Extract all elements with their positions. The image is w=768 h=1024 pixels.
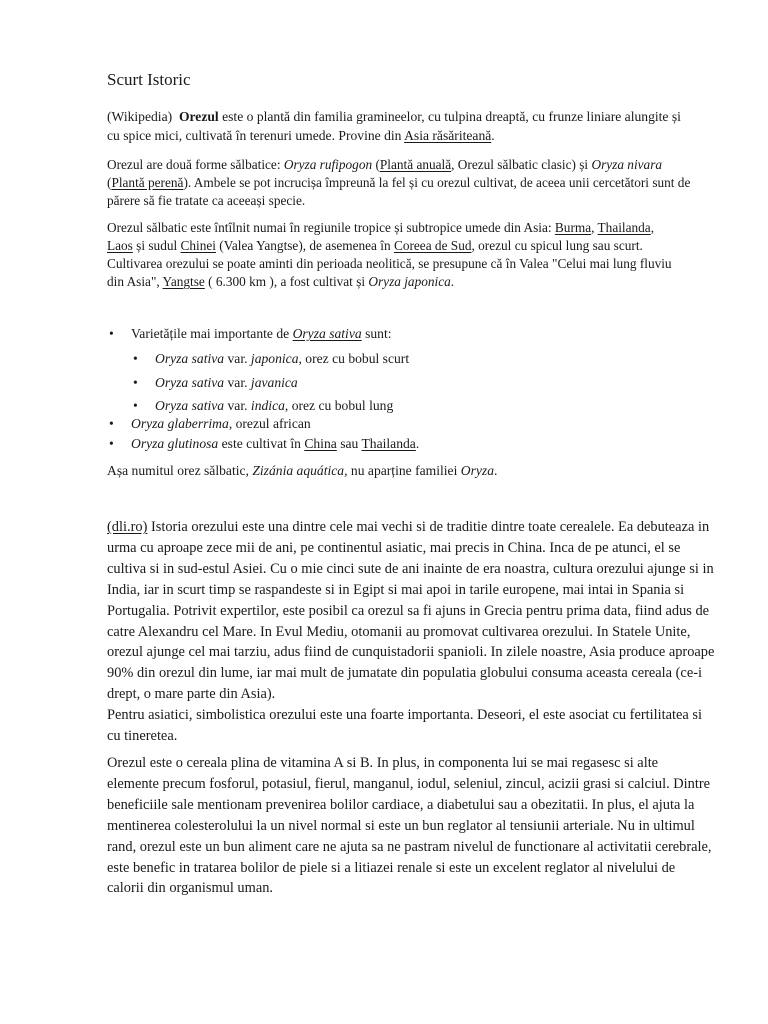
link-asia-rasariteana[interactable]: Asia răsăriteană	[404, 127, 492, 143]
list-item: • Oryza sativa var. japonica, orez cu bobul scurt	[155, 347, 691, 371]
bullet-icon: •	[133, 375, 138, 390]
page-title: Scurt Istoric	[107, 70, 191, 89]
list-item: • Oryza sativa var. javanica	[155, 371, 691, 395]
sub-list	[131, 347, 691, 417]
paragraph-wild-forms: Orezul are două forme sălbatice: Oryza rufipogon (Plantă anuală, Orezul sălbatic clasic) și Oryza nivara (Plantă perenă). Ambele se pot incrucișa împreună la fel și cu orezul cultivat, de aceea unii cercetători sunt de părere să fie tratate ca aceeași specie.	[107, 157, 691, 208]
bullet-icon: •	[109, 436, 114, 451]
paragraph-zizania: Așa numitul orez sălbatic, Zizánia aquática, nu aparține familiei Oryza.	[107, 463, 498, 478]
list-item: • Oryza glutinosa este cultivat în China sau Thailanda.	[131, 435, 691, 454]
bullet-icon: •	[133, 398, 138, 414]
paragraph-nutrition: Orezul este o cereala plina de vitamina A si B. In plus, in componenta lui se mai regasesc si alte elemente precum fosforul, potasiul, fierul, manganul, iodul, seleniul, zincul, acizii grasi si calciul. Dintre beneficiile sale mentionam prevenirea bolilor cardiace, a diabetului sau a obezitatii. In plus, el ajuta la mentinerea colesterolului la un nivel normal si este un bun reglator al tensiunii arteriale. Nu in ultimul rand, orezul este un bun aliment care ne ajuta sa ne pastram nivelul de functionare al activitatii cerebrale, este benefic in tratarea bolilor de piele si a litiazei renale si este un excelent reglator al nivelului de calorii din organismul uman.	[107, 755, 712, 897]
link-yangtse[interactable]: Yangtse	[162, 274, 205, 289]
link-burma[interactable]: Burma	[554, 220, 592, 235]
link-oryza-sativa[interactable]: Oryza sativa	[292, 326, 362, 341]
link-planta-anuala[interactable]: Plantă anuală	[379, 157, 452, 172]
paragraph-wild-rice: Orezul sălbatic este întîlnit numai în regiunile tropice și subtropice umede din Asia: Burma, Thailanda, Laos și sudul Chinei (Valea Yangtse), de asemenea în Coreea de Sud, orezul cu spicul lung sau scurt. Cultivarea orezului se poate aminti din perioada neolitică, se presupune că în Valea "Celui mai lung fluviu din Asia", Yangtse ( 6.300 km ), a fost cultivat și Oryza japonica.	[107, 220, 672, 289]
list-item: • Oryza glaberrima, orezul african	[131, 415, 691, 434]
list-item: • Varietățile mai importante de Oryza sativa sunt: • Oryza sativa var. japonica, orez cu bobul scurt • Oryza sativa var. javanica • Oryza sativa var. indica, orez cu bobul lung	[131, 325, 691, 416]
bullet-icon: •	[109, 326, 114, 341]
link-china[interactable]: China	[304, 436, 337, 451]
bold-term: Orezul	[178, 109, 219, 124]
link-dli-ro[interactable]: (dli.ro)	[107, 519, 148, 535]
link-chinei[interactable]: Chinei	[180, 238, 216, 253]
link-coreea-de-sud[interactable]: Coreea de Sud	[393, 238, 472, 253]
varieties-list	[109, 325, 691, 454]
list-item: • Oryza sativa var. indica, orez cu bobul lung	[155, 395, 691, 416]
link-planta-perena[interactable]: Plantă perenă	[111, 175, 184, 190]
source-label: (Wikipedia)	[107, 109, 173, 124]
paragraph-symbolism: Pentru asiatici, simbolistica orezului este una foarte importanta. Deseori, el este asociat cu fertilitatea si cu tineretea.	[107, 707, 702, 744]
link-thailanda-2[interactable]: Thailanda	[361, 436, 416, 451]
link-laos[interactable]: Laos	[107, 238, 133, 253]
bullet-icon: •	[133, 350, 138, 366]
paragraph-history: (dli.ro) Istoria orezului este una dintre cele mai vechi si de traditie dintre toate cerealele. Ea debuteaza in urma cu aproape zece mii de ani, pe continentul asiatic, mai precis in China. Inca de pe atunci, el se cultiva si in sud-estul Asiei. Cu o mie cinci sute de ani inainte de era noastra, cultura orezului ajunge si in India, iar in scurt timp se raspandeste si in Egipt si mai apoi in tarile europene, mai intai in Spania si Portugalia. Potrivit expertilor, este posibil ca orezul sa fi ajuns in Grecia pentru prima data, fiind adus de catre Alexandru cel Mare. In Evul Mediu, otomanii au promovat cultivarea orezului. In Statele Unite, orezul ajunge cel mai tarziu, adus fiind de cunquistadorii spanioli. In zilele noastre, Asia produce aproape 90% din orezul din lume, iar mai mult de jumatate din populatia globului consuma aceasta cereala (ce-i drept, o mare parte din Asia).	[107, 519, 715, 703]
link-thailanda[interactable]: Thailanda	[597, 220, 651, 235]
paragraph-intro: (Wikipedia) Orezul este o plantă din familia gramineelor, cu tulpina dreaptă, cu frunze liniare alungite și cu spice mici, cultivată în terenuri umede. Provine din Asia răsăriteană.	[107, 109, 681, 143]
bullet-icon: •	[109, 416, 114, 432]
